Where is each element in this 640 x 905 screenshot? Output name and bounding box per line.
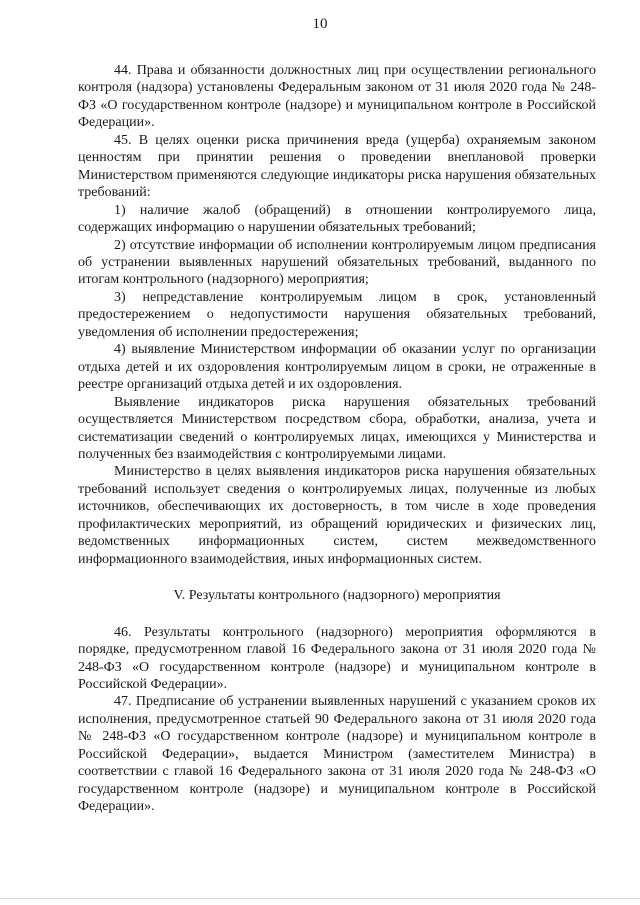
list-item-4: 4) выявление Министерством информации об оказании услуг по организации отдыха детей и их оздоровления контролируемым лицом в сроки, не отраженные в реестре организаций отдыха детей и их оздоровления. [78,342,596,393]
paragraph-47: 47. Предписание об устранении выявленных нарушений с указанием сроков их исполнения, предусмотренное статьей 90 Федерального закона от 31 июля 2020 года № 248-ФЗ «О государственном контроле (надзоре) и муниципальном контроле в Российской Федерации», выдается Министром (заместителем Министра) в соответствии с главой 16 Федерального закона от 31 июля 2020 года № 248-ФЗ «О государственном контроле (надзоре) и муниципальном контроле в Российской Федерации». [78,694,596,815]
paragraph-46: 46. Результаты контрольного (надзорного) мероприятия оформляются в порядке, предусмотренном главой 16 Федерального закона от 31 июля 2020 года № 248-ФЗ «О государственном контроле (надзоре) и муниципальном контроле в Российской Федерации». [78,624,596,692]
document-body [78,62,596,816]
paragraph-sources: Министерство в целях выявления индикаторов риска нарушения обязательных требований использует сведения о контролируемых лицах, полученные из любых источников, обеспечивающих их достоверность, в том числе в ходе проведения профилактических мероприятий, из обращений юридических и физических лиц, ведомственных информационных систем, систем межведомственного информационного взаимодействия, иных информационных систем. [78,464,596,567]
paragraph-detection: Выявление индикаторов риска нарушения обязательных требований осуществляется Министерством посредством сбора, обработки, анализа, учета и систематизации сведений о контролируемых лицах, имеющихся у Министерства и полученных без взаимодействия с контролируемыми лицами. [78,394,596,462]
paragraph-45: 45. В целях оценки риска причинения вреда (ущерба) охраняемым законом ценностям при принятии решения о проведении внеплановой проверки Министерством применяются следующие индикаторы риска нарушения обязательных требований: [78,132,596,201]
page-number: 10 [312,16,328,32]
list-item-1: 1) наличие жалоб (обращений) в отношении контролируемого лица, содержащих информацию о нарушении обязательных требований; [78,202,596,236]
page-bottom-edge [0,898,640,899]
section-heading: V. Результаты контрольного (надзорного) мероприятия [173,588,501,604]
list-item-2: 2) отсутствие информации об исполнении контролируемым лицом предписания об устранении выявленных нарушений обязательных требований, выданного по итогам контрольного (надзорного) мероприятия; [78,237,596,288]
list-item-3: 3) непредставление контролируемым лицом в срок, установленный предостережением о недопустимости нарушения обязательных требований, уведомления об исполнении предостережения; [78,289,596,340]
paragraph-44: 44. Права и обязанности должностных лиц при осуществлении регионального контроля (надзора) установлены Федеральным законом от 31 июля 2020 года № 248-ФЗ «О государственном контроле (надзоре) и муниципальном контроле в Российской Федерации». [78,63,596,131]
